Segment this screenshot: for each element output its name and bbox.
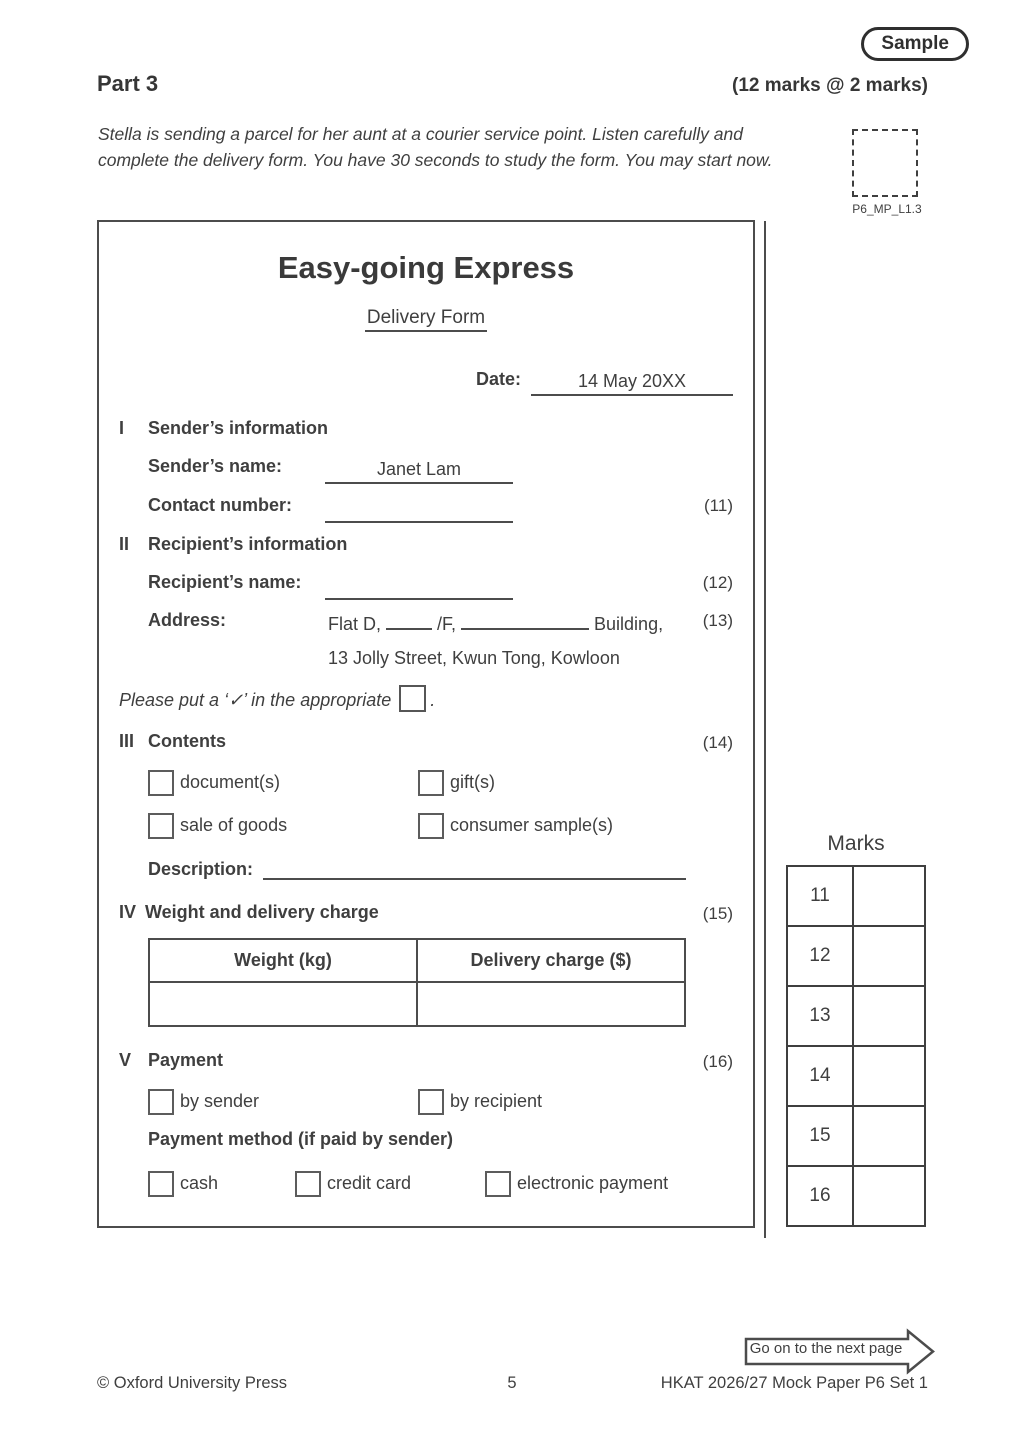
description-field[interactable] [263, 856, 686, 880]
checkbox-credit-card-label: credit card [327, 1173, 412, 1193]
question-12-number: (12) [702, 573, 733, 592]
checkbox-electronic-payment-label: electronic payment [517, 1173, 669, 1193]
question-13-number: (13) [702, 611, 733, 630]
checkbox-by-recipient-label: by recipient [450, 1091, 543, 1111]
date-label: Date: [476, 369, 522, 389]
form-subtitle: Delivery Form [99, 307, 753, 329]
weight-charge-table-body-row [150, 983, 684, 1025]
marks-score-cell[interactable] [854, 1167, 924, 1225]
address-line1 [328, 610, 663, 635]
marks-row-13 [788, 987, 924, 1047]
address-label: Address: [148, 610, 227, 630]
marks-question-number: 14 [788, 1047, 854, 1105]
date-field[interactable]: 14 May 20XX [531, 364, 733, 396]
section5-title: Payment [148, 1050, 224, 1070]
marks-row-14 [788, 1047, 924, 1107]
checkbox-gifts-label: gift(s) [450, 772, 495, 792]
checkbox-by-sender[interactable] [148, 1089, 174, 1115]
question-15-number: (15) [702, 904, 733, 923]
marks-score-cell[interactable] [854, 1107, 924, 1165]
address-line2: 13 Jolly Street, Kwun Tong, Kowloon [328, 648, 620, 668]
description-row [148, 856, 686, 880]
checkbox-gifts[interactable] [418, 770, 444, 796]
weight-charge-table-header [150, 940, 684, 983]
tick-instruction [119, 685, 435, 712]
marks-question-number: 15 [788, 1107, 854, 1165]
question-16-number: (16) [702, 1052, 733, 1071]
contact-number-field[interactable] [325, 491, 513, 523]
footer-paper-title: HKAT 2026/27 Mock Paper P6 Set 1 [660, 1374, 928, 1392]
payment-method-label: Payment method (if paid by sender) [148, 1129, 454, 1149]
instructions-text: Stella is sending a parcel for her aunt at a courier service point. Listen carefully and complete the delivery form. You have 30 seconds to study the form. You may start now. [98, 124, 773, 171]
section3-numeral: III [119, 731, 135, 751]
section4-title: Weight and delivery charge [145, 902, 379, 922]
checkbox-sale-of-goods[interactable] [148, 813, 174, 839]
marks-score-cell[interactable] [854, 867, 924, 925]
address-part1: Flat D, [328, 614, 382, 634]
checkbox-documents[interactable] [148, 770, 174, 796]
checkbox-by-recipient[interactable] [418, 1089, 444, 1115]
charge-input-cell[interactable] [418, 983, 684, 1025]
section3-title: Contents [148, 731, 226, 751]
marks-score-cell[interactable] [854, 987, 924, 1045]
tick-instruction-period: . [430, 690, 436, 710]
checkbox-documents-label: document(s) [180, 772, 281, 792]
charge-header-cell: Delivery charge ($) [470, 950, 632, 970]
checkbox-by-sender-label: by sender [180, 1091, 260, 1111]
marks-question-number: 11 [788, 867, 854, 925]
footer-copyright: © Oxford University Press [97, 1374, 288, 1392]
tick-instruction-text: Please put a ‘✓’ in the appropriate [119, 690, 392, 710]
weight-input-cell[interactable] [150, 983, 418, 1025]
address-part2: /F, [437, 614, 457, 634]
section1-title: Sender’s information [148, 418, 329, 438]
marks-row-16 [788, 1167, 924, 1225]
marks-question-number: 12 [788, 927, 854, 985]
marks-row-11 [788, 867, 924, 927]
checkbox-cash-label: cash [180, 1173, 219, 1193]
sender-name-label: Sender’s name: [148, 456, 283, 476]
recipient-name-label: Recipient’s name: [148, 572, 302, 592]
marks-title: Marks [827, 832, 885, 855]
address-floor-field[interactable] [386, 610, 432, 630]
marks-table [786, 865, 926, 1227]
sender-name-field[interactable]: Janet Lam [325, 452, 513, 484]
contact-number-label: Contact number: [148, 495, 292, 515]
qr-code-placeholder [852, 129, 918, 197]
checkbox-credit-card[interactable] [295, 1171, 321, 1197]
weight-header-cell: Weight (kg) [150, 940, 418, 981]
marks-question-number: 16 [788, 1167, 854, 1225]
weight-charge-table [148, 938, 686, 1027]
sample-badge: Sample [861, 27, 969, 61]
recipient-name-field[interactable] [325, 568, 513, 600]
checkbox-sale-of-goods-label: sale of goods [180, 815, 288, 835]
form-side-rule [764, 221, 766, 1238]
delivery-form [97, 220, 755, 1228]
checkbox-consumer-samples[interactable] [418, 813, 444, 839]
marks-score-cell[interactable] [854, 1047, 924, 1105]
part-title: Part 3 [97, 71, 159, 96]
description-label: Description: [148, 859, 254, 879]
section4-numeral: IV [119, 902, 137, 922]
question-11-number: (11) [704, 496, 733, 515]
footer-page-number: 5 [507, 1374, 517, 1392]
tick-example-checkbox [399, 685, 426, 712]
qr-code-label: P6_MP_L1.3 [852, 202, 922, 216]
marks-score-cell[interactable] [854, 927, 924, 985]
next-page-text: Go on to the next page [749, 1340, 903, 1357]
question-14-number: (14) [702, 733, 733, 752]
marks-row-12 [788, 927, 924, 987]
section1-numeral: I [119, 418, 125, 438]
address-part3: Building, [594, 614, 664, 634]
section5-numeral: V [119, 1050, 132, 1070]
checkbox-consumer-samples-label: consumer sample(s) [450, 815, 614, 835]
form-title: Easy-going Express [277, 250, 575, 285]
checkbox-electronic-payment[interactable] [485, 1171, 511, 1197]
part-marks: (12 marks @ 2 marks) [732, 75, 928, 96]
section2-numeral: II [119, 534, 130, 554]
address-building-field[interactable] [461, 610, 589, 630]
marks-row-15 [788, 1107, 924, 1167]
section2-title: Recipient’s information [148, 534, 348, 554]
checkbox-cash[interactable] [148, 1171, 174, 1197]
marks-question-number: 13 [788, 987, 854, 1045]
